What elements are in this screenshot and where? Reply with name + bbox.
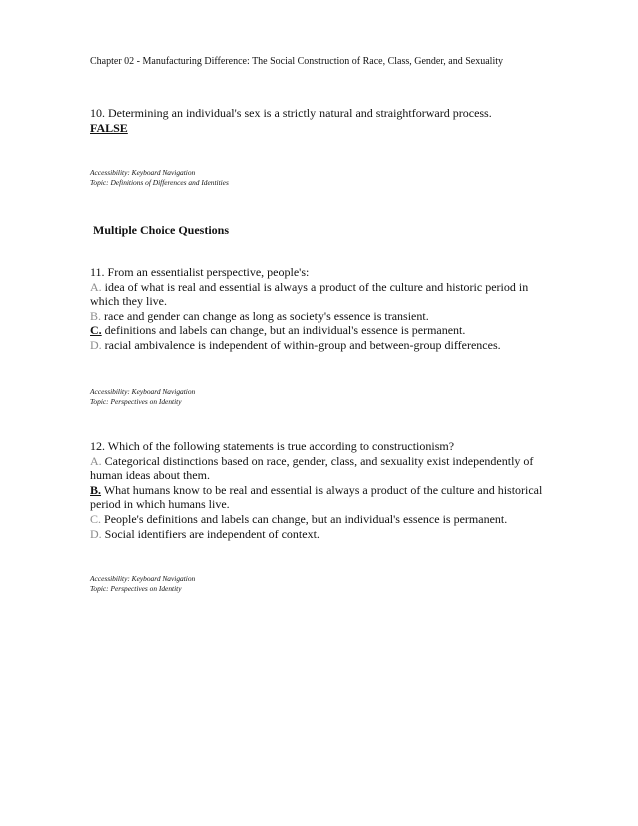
question-10-text: 10. Determining an individual's sex is a strictly natural and straightforward process. <box>90 106 492 120</box>
option-text: race and gender can change as long as society's essence is transient. <box>104 308 429 323</box>
option-text: Social identifiers are independent of context. <box>104 526 320 541</box>
option-letter: A. <box>90 279 102 294</box>
question-12-topic: Topic: Perspectives on Identity <box>90 583 182 593</box>
question-11 <box>90 265 570 353</box>
option-text: What humans know to be real and essential is always a product of the culture and historical <box>103 482 543 497</box>
question-12-text: 12. Which of the following statements is true according to constructionism? <box>90 439 455 453</box>
question-11-topic: Topic: Perspectives on Identity <box>90 396 182 406</box>
question-10-accessibility: Accessibility: Keyboard Navigation <box>90 168 196 177</box>
question-11-option-c <box>90 323 570 338</box>
question-12-accessibility: Accessibility: Keyboard Navigation <box>90 574 196 583</box>
question-11-option-a-cont: which they live. <box>90 294 167 309</box>
question-12-option-b <box>90 483 570 498</box>
option-text: People's definitions and labels can change, but an individual's essence is permanent. <box>104 511 508 526</box>
option-text: idea of what is real and essential is always a product of the culture and historic period in <box>104 279 529 294</box>
question-10-meta <box>90 168 570 187</box>
question-11-option-d <box>90 338 570 353</box>
question-11-meta <box>90 387 570 406</box>
question-12-option-a <box>90 454 570 469</box>
question-11-text: 11. From an essentialist perspective, people's: <box>90 265 310 279</box>
option-letter: B. <box>90 308 102 323</box>
section-title: Multiple Choice Questions <box>93 223 230 237</box>
option-text: definitions and labels can change, but an individual's essence is permanent. <box>104 323 466 338</box>
question-12 <box>90 439 570 541</box>
correct-option-letter: B. <box>90 482 102 497</box>
question-10 <box>90 106 570 135</box>
question-11-accessibility: Accessibility: Keyboard Navigation <box>90 387 196 396</box>
option-letter: D. <box>90 526 102 541</box>
option-text: racial ambivalence is independent of within-group and between-group differences. <box>104 337 501 352</box>
question-10-topic: Topic: Definitions of Differences and Identities <box>90 177 229 187</box>
question-12-option-b-cont: period in which humans live. <box>90 497 230 512</box>
option-letter: C. <box>90 511 102 526</box>
option-letter: D. <box>90 337 102 352</box>
option-letter: A. <box>90 453 102 468</box>
question-11-option-b <box>90 309 570 324</box>
chapter-header: Chapter 02 - Manufacturing Difference: The Social Construction of Race, Class, Gender, and Sexuality <box>90 56 504 67</box>
question-12-option-d <box>90 527 570 542</box>
question-10-answer: FALSE <box>90 120 128 135</box>
question-12-option-a-cont: human ideas about them. <box>90 468 210 483</box>
option-text: Categorical distinctions based on race, gender, class, and sexuality exist independently of <box>104 453 534 468</box>
question-12-meta <box>90 574 570 593</box>
question-12-option-c <box>90 512 570 527</box>
question-11-option-a <box>90 280 570 295</box>
correct-option-letter: C. <box>90 323 102 338</box>
